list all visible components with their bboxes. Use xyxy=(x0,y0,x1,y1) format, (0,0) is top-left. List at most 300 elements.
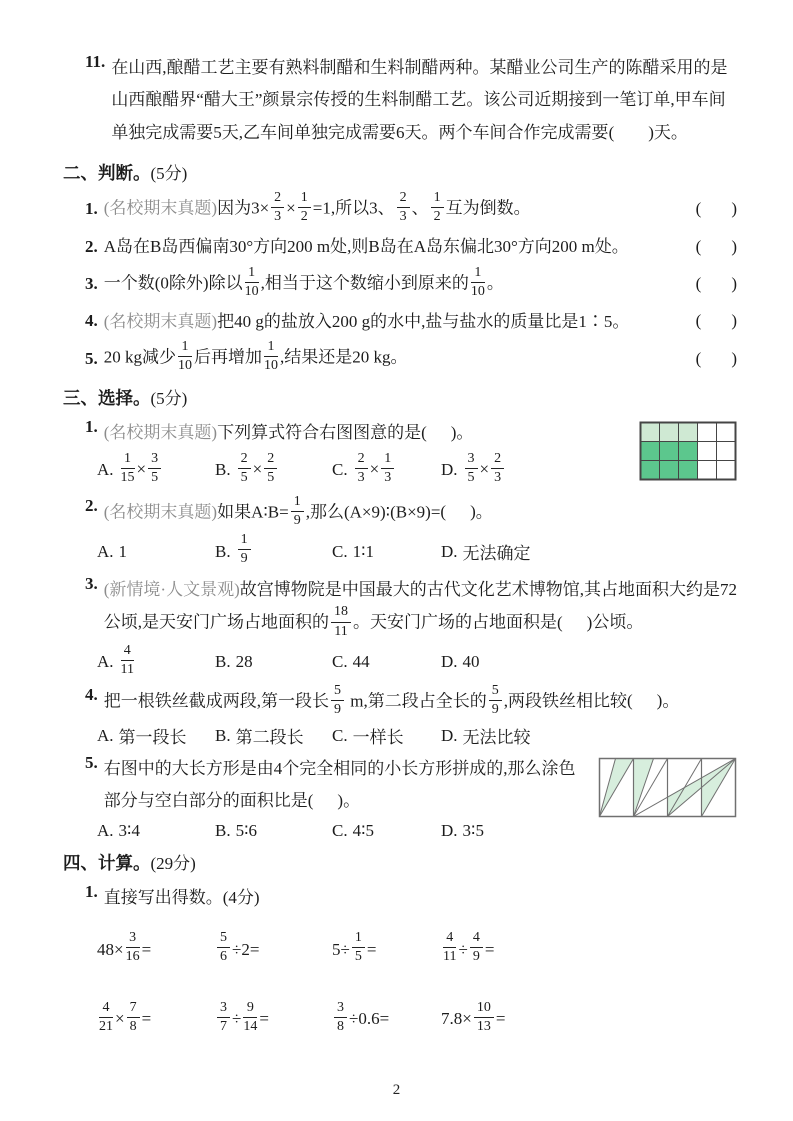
calc-expression xyxy=(215,999,332,1037)
fraction-numerator: 3 xyxy=(334,1000,347,1018)
fraction-denominator: 5 xyxy=(467,469,475,485)
fraction-denominator: 10 xyxy=(178,358,192,374)
text-segment: 4∶5 xyxy=(352,821,375,841)
answer-blank-part: ( xyxy=(608,122,615,142)
answer-blank[interactable] xyxy=(440,502,475,521)
fraction-numerator: 2 xyxy=(491,451,504,469)
option-b[interactable] xyxy=(215,652,332,672)
text-segment: =1,所以3、 xyxy=(312,198,395,218)
text-segment: 。 xyxy=(486,273,504,293)
calc-expression xyxy=(332,932,441,967)
source-tag: (名校期末真题) xyxy=(103,423,218,443)
fraction-numerator: 1 xyxy=(298,190,311,208)
fraction-denominator: 5 xyxy=(240,469,248,485)
text-segment: 3∶4 xyxy=(118,821,140,841)
question-number: 3. xyxy=(85,274,98,294)
fraction xyxy=(291,494,304,529)
option-value xyxy=(353,450,397,488)
text-segment: = xyxy=(495,1009,506,1029)
fraction-denominator: 11 xyxy=(334,623,348,639)
fraction-numerator: 18 xyxy=(331,604,351,622)
fraction-denominator: 14 xyxy=(243,1018,258,1034)
fraction-numerator: 4 xyxy=(443,930,456,948)
fraction-denominator: 5 xyxy=(354,949,362,965)
fraction xyxy=(121,451,135,486)
answer-blank[interactable] xyxy=(609,123,654,142)
fraction-numerator: 3 xyxy=(217,1000,230,1018)
option-label: C. xyxy=(332,821,348,841)
option-label: A. xyxy=(97,652,114,672)
judge-answer-area xyxy=(696,199,737,219)
text-segment: × xyxy=(136,459,147,479)
option-b[interactable] xyxy=(215,723,332,748)
option-value xyxy=(353,542,374,562)
question-11-text xyxy=(111,52,737,149)
text-segment: 7.8× xyxy=(441,1009,472,1029)
option-d[interactable] xyxy=(441,539,737,564)
fraction-numerator: 1 xyxy=(238,532,251,550)
option-d[interactable] xyxy=(441,821,737,841)
option-value xyxy=(119,723,187,748)
judge-item-text xyxy=(104,231,688,262)
option-label: D. xyxy=(441,821,458,841)
judge-item-text xyxy=(103,264,688,302)
text-segment: 。 xyxy=(662,691,680,711)
text-segment: 第一段长 xyxy=(118,728,187,748)
option-a[interactable] xyxy=(97,450,215,488)
text-segment: 后再增加 xyxy=(194,347,262,367)
text-segment: 。 xyxy=(475,502,493,522)
fraction xyxy=(127,1000,140,1035)
calc-row-2 xyxy=(97,999,737,1037)
option-label: C. xyxy=(332,652,348,672)
fraction xyxy=(397,190,410,225)
fraction-numerator: 1 xyxy=(352,930,365,948)
judge-answer-area xyxy=(696,237,737,257)
fraction-numerator: 1 xyxy=(178,339,192,357)
text-segment: 公顷。 xyxy=(592,612,644,632)
calc-section-heading xyxy=(63,849,737,875)
fraction-denominator: 13 xyxy=(476,1018,491,1034)
answer-blank-part: ( xyxy=(695,348,702,368)
judge-item-text xyxy=(104,341,688,376)
fraction xyxy=(355,451,368,486)
text-segment: 一样长 xyxy=(352,728,404,748)
section-title: 四、计算。 xyxy=(63,853,151,874)
fraction-denominator: 16 xyxy=(125,949,140,965)
answer-blank-part: ) xyxy=(731,348,737,368)
answer-blank-part: ) xyxy=(337,791,344,811)
fraction-denominator: 2 xyxy=(300,208,308,224)
fraction xyxy=(238,451,251,486)
answer-blank-part: ) xyxy=(731,199,737,219)
text-segment: 20 kg减少 xyxy=(103,347,176,367)
question-11 xyxy=(85,52,737,149)
fraction-numerator: 3 xyxy=(465,451,478,469)
page-number: 2 xyxy=(392,1082,401,1098)
fraction-numerator: 3 xyxy=(126,930,140,948)
fraction xyxy=(245,265,259,300)
option-label: D. xyxy=(441,652,458,672)
judge-item-text xyxy=(104,306,688,337)
answer-blank-part: ( xyxy=(626,691,633,711)
text-segment: ÷2= xyxy=(232,939,260,959)
fraction-numerator: 5 xyxy=(331,683,344,701)
option-value xyxy=(236,652,253,672)
fraction-denominator: 11 xyxy=(443,949,457,965)
text-segment: 、 xyxy=(411,198,429,218)
fraction-numerator: 1 xyxy=(291,494,304,512)
text-segment: 在山西,酿醋工艺主要有熟料制醋和生料制醋两种。某醋业公司生产的陈醋采用的是山西酿醋界“醋大王”颜景宗传授的生料制醋工艺。该公司近期接到一笔订单,甲车间单独完成需要5天,乙车间单独完成需要6天。两个车间合作完成需要 xyxy=(111,58,728,142)
text-segment: 无法确定 xyxy=(462,544,531,564)
question-number: 2. xyxy=(85,495,98,515)
option-value xyxy=(236,723,304,748)
question-number: 11. xyxy=(85,52,106,71)
text-segment: × xyxy=(479,459,490,479)
answer-blank-part: ) xyxy=(470,502,476,522)
text-segment: ÷ xyxy=(458,939,468,959)
option-value xyxy=(236,534,253,569)
judge-answer-area xyxy=(696,349,737,369)
option-label: A. xyxy=(97,821,114,841)
option-c[interactable] xyxy=(332,542,441,562)
choice-question-5 xyxy=(63,753,737,841)
option-value xyxy=(463,652,480,672)
calc-expression xyxy=(215,932,332,967)
choice-question-3 xyxy=(63,574,737,680)
option-a[interactable] xyxy=(97,723,215,748)
fraction xyxy=(298,190,311,225)
text-segment: ÷ xyxy=(232,1009,242,1029)
fraction xyxy=(381,451,394,486)
text-segment: 一个数(0除外)除以 xyxy=(103,273,243,293)
fraction xyxy=(470,930,483,965)
text-segment: 40 xyxy=(462,652,480,672)
option-c[interactable] xyxy=(332,652,441,672)
fraction-denominator: 10 xyxy=(470,283,485,299)
fraction-denominator: 9 xyxy=(240,551,248,567)
option-d[interactable] xyxy=(441,652,737,672)
option-a[interactable] xyxy=(97,542,215,562)
answer-blank-part: ( xyxy=(695,236,702,256)
option-c[interactable] xyxy=(332,821,441,841)
calc-expression xyxy=(441,999,737,1037)
fraction-numerator: 2 xyxy=(355,451,368,469)
text-segment: = xyxy=(259,1009,269,1029)
text-segment: 下列算式符合右图图意的是 xyxy=(217,423,422,443)
calc-row-1 xyxy=(97,932,737,967)
text-segment: ,相当于这个数缩小到原来的 xyxy=(260,273,469,293)
option-value xyxy=(463,450,507,488)
fraction xyxy=(474,1000,494,1035)
text-segment: 。天安门广场的占地面积是 xyxy=(353,612,557,632)
option-value xyxy=(463,539,531,564)
section-score: (5分) xyxy=(150,389,188,409)
judge-item-4 xyxy=(85,306,737,337)
option-c[interactable] xyxy=(332,450,441,488)
text-segment: 把40 g的盐放入200 g的水中,盐与盐水的质量比是1∶5。 xyxy=(217,311,630,331)
fraction xyxy=(264,451,277,486)
option-b[interactable] xyxy=(215,450,332,488)
text-segment: 互为倒数。 xyxy=(445,198,531,218)
text-segment: 。 xyxy=(456,423,474,443)
option-a[interactable] xyxy=(97,821,215,841)
fraction-denominator: 5 xyxy=(151,469,159,485)
fraction-denominator: 5 xyxy=(267,469,275,485)
fraction-numerator: 4 xyxy=(121,643,134,661)
option-label: B. xyxy=(215,725,231,745)
text-segment: 如果A∶B= xyxy=(217,502,289,522)
option-value xyxy=(353,652,370,672)
option-label: C. xyxy=(332,725,348,745)
fraction xyxy=(443,930,456,965)
fraction-numerator: 1 xyxy=(121,451,135,469)
answer-blank-part: ( xyxy=(440,502,447,522)
fraction xyxy=(334,1000,347,1035)
choice-question-1 xyxy=(63,417,737,490)
option-value xyxy=(353,723,404,748)
calc-expression xyxy=(441,932,737,967)
option-d[interactable] xyxy=(441,723,737,748)
fraction-denominator: 9 xyxy=(293,512,301,528)
option-b[interactable] xyxy=(215,821,332,841)
calc-expression xyxy=(97,999,215,1037)
source-tag: (名校期末真题) xyxy=(103,198,218,218)
option-a[interactable] xyxy=(97,642,215,680)
text-segment: 天。 xyxy=(653,122,688,142)
fraction-numerator: 1 xyxy=(471,265,485,283)
fraction xyxy=(238,532,251,567)
fraction xyxy=(99,1000,113,1035)
fraction-denominator: 21 xyxy=(99,1018,113,1034)
answer-blank-part: ( xyxy=(695,199,702,219)
fraction-numerator: 9 xyxy=(243,1000,257,1018)
section-title: 三、选择。 xyxy=(63,388,151,409)
answer-blank-part: ) xyxy=(731,274,737,294)
judge-answer-area xyxy=(696,274,737,294)
calc-expression xyxy=(97,932,215,967)
text-segment: ,结果还是20 kg。 xyxy=(280,347,408,367)
option-value xyxy=(463,723,531,748)
source-tag: (新情境·人文景观) xyxy=(103,580,240,600)
judge-item-1 xyxy=(85,189,737,227)
answer-blank[interactable] xyxy=(557,613,592,632)
fraction xyxy=(121,643,134,678)
text-segment: × xyxy=(115,1009,125,1029)
judge-item-3 xyxy=(85,264,737,302)
text-segment: ,那么(A×9)∶(B×9)= xyxy=(305,502,441,522)
answer-blank[interactable] xyxy=(696,199,737,218)
answer-blank-part: ) xyxy=(731,236,737,256)
answer-blank[interactable] xyxy=(696,311,737,330)
answer-blank-part: ( xyxy=(695,274,702,294)
question-number: 1. xyxy=(85,417,98,437)
text-segment: 无法比较 xyxy=(462,728,531,748)
fraction-denominator: 8 xyxy=(337,1018,344,1034)
judge-item-text xyxy=(103,189,688,227)
fraction xyxy=(217,930,230,965)
fraction-numerator: 3 xyxy=(148,451,161,469)
option-value xyxy=(463,821,484,841)
judge-section-heading xyxy=(63,159,737,185)
fraction-denominator: 3 xyxy=(357,469,365,485)
question-stem xyxy=(103,493,737,531)
section-score: (29分) xyxy=(150,854,196,874)
fraction-denominator: 3 xyxy=(384,469,392,485)
judge-item-2 xyxy=(85,231,737,262)
choice-section-heading xyxy=(63,384,737,410)
fraction-denominator: 11 xyxy=(120,661,135,677)
fraction xyxy=(264,339,278,374)
answer-blank[interactable] xyxy=(696,274,737,293)
option-value xyxy=(119,542,128,562)
text-segment: × xyxy=(369,459,380,479)
text-segment: 因为3× xyxy=(217,198,270,218)
section-score: (5分) xyxy=(150,163,188,183)
option-label: C. xyxy=(332,460,348,480)
text-segment: ,两段铁丝相比较 xyxy=(503,691,627,711)
section-title: 二、判断。 xyxy=(63,162,151,183)
fraction-numerator: 4 xyxy=(470,930,483,948)
fraction-numerator: 4 xyxy=(99,1000,113,1018)
text-segment: = xyxy=(484,939,495,959)
text-segment: = xyxy=(366,939,377,959)
answer-blank[interactable] xyxy=(308,791,343,810)
answer-blank[interactable] xyxy=(627,691,662,710)
fraction-denominator: 3 xyxy=(274,208,282,224)
question-number: 3. xyxy=(85,574,98,594)
fraction xyxy=(465,451,478,486)
text-segment: 5÷ xyxy=(332,939,350,959)
text-segment: 故宫博物院是中国最大的古代文化艺术博物馆,其占地面积大约是72公顷,是天安门广场占地面积的 xyxy=(103,580,737,632)
question-number: 1. xyxy=(85,882,98,902)
calc-subheading-text: 直接写出得数。(4分) xyxy=(103,888,260,908)
answer-blank-part: ( xyxy=(307,791,314,811)
fraction-denominator: 9 xyxy=(472,949,480,965)
source-tag: (名校期末真题) xyxy=(103,311,218,331)
answer-blank-part: ) xyxy=(731,311,737,331)
text-segment: 第二段长 xyxy=(235,728,304,748)
fraction xyxy=(217,1000,230,1035)
option-label: D. xyxy=(441,725,458,745)
option-value xyxy=(236,450,280,488)
text-segment: = xyxy=(141,1009,152,1029)
answer-blank[interactable] xyxy=(421,423,456,442)
fraction-grid-figure xyxy=(639,421,737,481)
answer-blank-part: ) xyxy=(586,612,593,632)
fraction-numerator: 1 xyxy=(245,265,259,283)
answer-blank-part: ) xyxy=(450,423,457,443)
answer-blank-part: ) xyxy=(648,122,654,142)
text-segment: 5∶6 xyxy=(235,821,258,841)
fraction-numerator: 1 xyxy=(264,339,278,357)
text-segment: 28 xyxy=(235,652,253,672)
option-label: D. xyxy=(441,541,458,561)
fraction xyxy=(431,190,444,225)
text-segment: 。 xyxy=(343,791,361,811)
option-c[interactable] xyxy=(332,723,441,748)
text-segment: 3∶5 xyxy=(462,821,484,841)
text-segment: m,第二段占全长的 xyxy=(346,691,487,711)
answer-blank-part: ( xyxy=(557,612,563,632)
option-value xyxy=(119,821,140,841)
fraction-denominator: 9 xyxy=(334,701,341,717)
text-segment: 48× xyxy=(97,939,124,959)
answer-blank[interactable] xyxy=(696,237,737,256)
fraction xyxy=(331,604,351,639)
fraction xyxy=(126,930,140,965)
option-value xyxy=(353,821,374,841)
option-label: C. xyxy=(332,541,348,561)
text-segment: A岛在B岛西偏南30°方向200 m处,则B岛在A岛东偏北30°方向200 m处。 xyxy=(103,237,629,257)
calc-subheading xyxy=(85,882,737,914)
rectangles-figure xyxy=(598,757,737,818)
fraction-denominator: 7 xyxy=(220,1018,227,1034)
question-stem xyxy=(104,417,629,449)
option-d[interactable] xyxy=(441,450,629,488)
question-stem xyxy=(103,682,737,720)
fraction-denominator: 10 xyxy=(264,358,278,374)
option-label: B. xyxy=(215,460,231,480)
text-segment: 1∶1 xyxy=(352,541,375,561)
choice-question-4 xyxy=(63,682,737,748)
answer-blank-part: ( xyxy=(695,311,702,331)
text-segment: × xyxy=(252,459,263,479)
fraction-numerator: 5 xyxy=(489,683,502,701)
option-label: A. xyxy=(97,460,114,480)
fraction xyxy=(471,265,485,300)
source-tag: (名校期末真题) xyxy=(103,502,218,522)
option-label: A. xyxy=(97,541,114,561)
choice-question-2 xyxy=(63,493,737,569)
question-stem xyxy=(104,574,737,641)
calc-expression xyxy=(332,999,441,1037)
fraction xyxy=(352,930,365,965)
question-number: 2. xyxy=(85,236,98,256)
fraction-denominator: 3 xyxy=(399,208,407,224)
option-label: B. xyxy=(215,541,231,561)
fraction-denominator: 8 xyxy=(129,1018,137,1034)
option-label: B. xyxy=(215,821,231,841)
fraction xyxy=(178,339,192,374)
fraction-numerator: 5 xyxy=(217,930,230,948)
question-number: 5. xyxy=(85,348,98,368)
text-segment: 44 xyxy=(352,652,370,672)
fraction xyxy=(331,683,344,718)
fraction-denominator: 3 xyxy=(494,469,502,485)
text-segment: 把一根铁丝截成两段,第一段长 xyxy=(103,691,329,711)
fraction-numerator: 2 xyxy=(238,451,251,469)
answer-blank[interactable] xyxy=(696,349,737,368)
fraction-numerator: 1 xyxy=(381,451,394,469)
answer-blank-part: ) xyxy=(656,691,663,711)
fraction-numerator: 2 xyxy=(397,190,410,208)
text-segment: = xyxy=(141,939,152,959)
answer-blank-part: ( xyxy=(421,423,427,443)
text-segment: 1 xyxy=(118,541,128,561)
fraction-numerator: 1 xyxy=(431,190,444,208)
fraction-denominator: 6 xyxy=(220,949,227,965)
fraction xyxy=(491,451,504,486)
question-number: 5. xyxy=(85,753,98,773)
text-segment: × xyxy=(286,198,296,218)
fraction xyxy=(271,190,284,225)
fraction-denominator: 2 xyxy=(433,208,441,224)
option-b[interactable] xyxy=(215,534,332,569)
question-number: 1. xyxy=(85,199,98,219)
option-label: A. xyxy=(97,725,114,745)
question-number: 4. xyxy=(85,684,98,704)
